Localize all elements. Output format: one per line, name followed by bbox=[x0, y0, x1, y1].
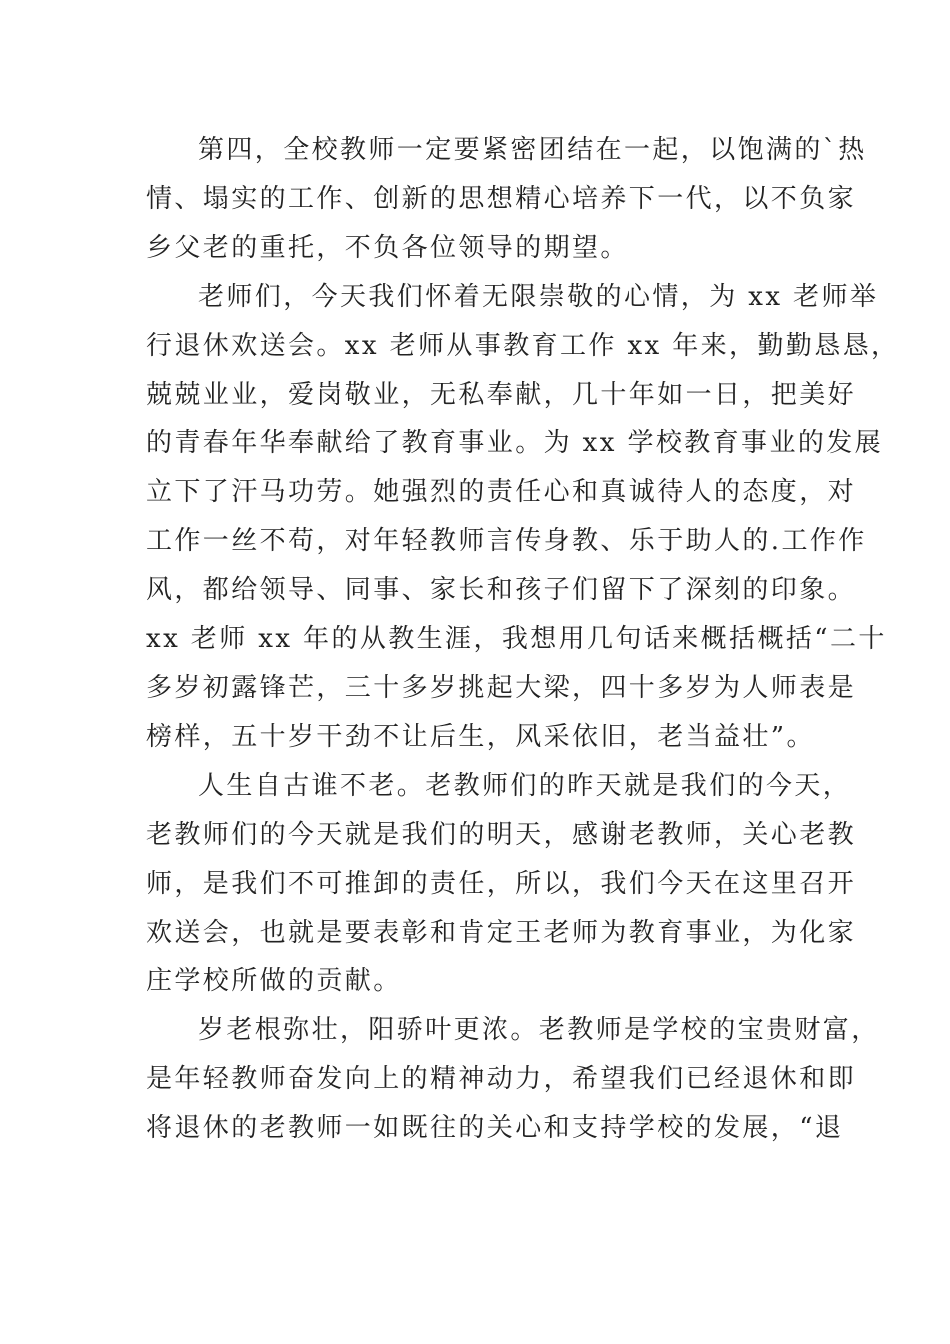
text-line: 师，是我们不可推卸的责任，所以，我们今天在这里召开 bbox=[146, 868, 857, 899]
text-line: 榜样，五十岁干劲不让后生，风采依旧，老当益壮”。 bbox=[146, 721, 815, 752]
text-line: 将退休的老教师一如既往的关心和支持学校的发展，“退 bbox=[146, 1113, 844, 1144]
text-line: 兢兢业业，爱岗敬业，无私奉献，几十年如一日，把美好 bbox=[146, 379, 857, 410]
text-line: 乡父老的重托，不负各位领导的期望。 bbox=[146, 232, 629, 263]
text-line: 多岁初露锋芒，三十多岁挑起大梁，四十多岁为人师表是 bbox=[146, 672, 857, 703]
text-line: 立下了汗马功劳。她强烈的责任心和真诚待人的态度，对 bbox=[146, 477, 857, 508]
text-line: 岁老根弥壮，阳骄叶更浓。老教师是学校的宝贵财富， bbox=[198, 1015, 880, 1046]
paragraph-3 bbox=[146, 762, 857, 1007]
text-line: 工作一丝不苟，对年轻教师言传身教、乐于助人的.工作作 bbox=[146, 526, 867, 557]
text-line: 风，都给领导、同事、家长和孩子们留下了深刻的印象。 bbox=[146, 575, 857, 606]
text-line: 老师们，今天我们怀着无限崇敬的心情，为 xx 老师举 bbox=[198, 281, 879, 312]
text-line: 老教师们的今天就是我们的明天，感谢老教师，关心老教 bbox=[146, 819, 857, 850]
text-line: 是年轻教师奋发向上的精神动力，希望我们已经退休和即 bbox=[146, 1064, 857, 1095]
paragraph-4 bbox=[146, 1006, 880, 1153]
text-line: 欢送会，也就是要表彰和肯定王老师为教育事业，为化家 bbox=[146, 917, 857, 948]
text-line: xx 老师 xx 年的从教生涯，我想用几句话来概括概括“二十 bbox=[146, 624, 887, 655]
text-line: 人生自古谁不老。老教师们的昨天就是我们的今天， bbox=[198, 770, 852, 801]
text-line: 行退休欢送会。xx 老师从事教育工作 xx 年来，勤勤恳恳， bbox=[146, 330, 900, 361]
text-line: 第四，全校教师一定要紧密团结在一起，以饱满的`热 bbox=[198, 135, 867, 165]
paragraph-1 bbox=[146, 126, 867, 273]
text-line: 的青春年华奉献给了教育事业。为 xx 学校教育事业的发展 bbox=[146, 428, 884, 459]
body-text bbox=[146, 126, 900, 1153]
paragraph-2 bbox=[146, 273, 900, 762]
text-line: 庄学校所做的贡献。 bbox=[146, 966, 402, 997]
text-line: 情、塌实的工作、创新的思想精心培养下一代，以不负家 bbox=[146, 183, 857, 214]
